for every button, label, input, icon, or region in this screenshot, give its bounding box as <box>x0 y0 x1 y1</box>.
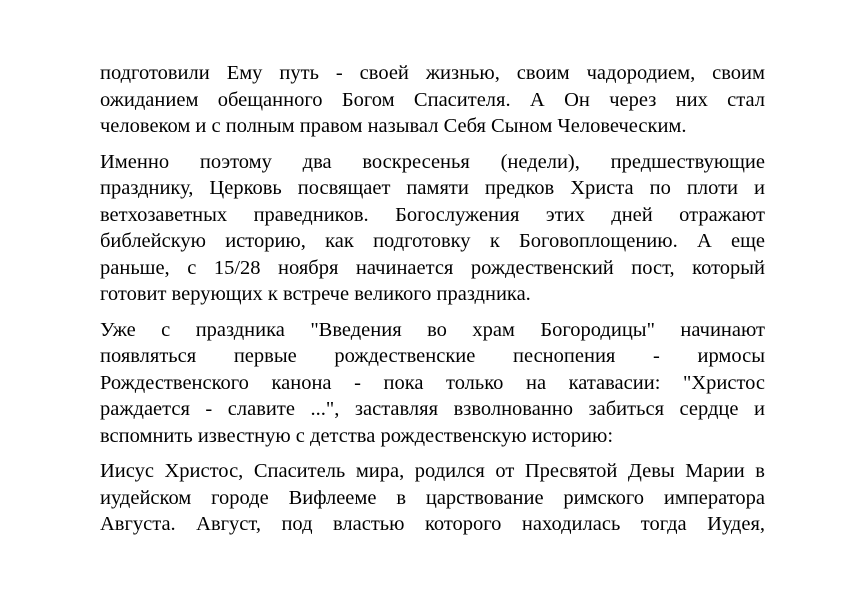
text-line: Рождественского канона - пока только на катавасии: "Христос <box>100 371 765 394</box>
text-line: иудейском городе Вифлееме в царствование римского императора <box>100 486 765 509</box>
text-line: Иисус Христос, Спаситель мира, родился от Пресвятой Девы Марии в <box>100 460 765 482</box>
text-line: ожиданием обещанного Богом Спасителя. А Он через них стал <box>100 88 765 111</box>
text-line: ветхозаветных праведников. Богослужения этих дней отражают <box>100 203 765 226</box>
text-line: вспомнить известную с детства рождественскую историю: <box>100 424 614 447</box>
text-line: раждается - славите ...", заставляя взволнованно забиться сердце и <box>100 398 765 420</box>
text-line: человеком и с полным правом называл Себя Сыном Человеческим. <box>100 115 687 137</box>
text-line: Уже с праздника "Введения во храм Богородицы" начинают <box>100 318 765 341</box>
text-line: Именно поэтому два воскресенья (недели), предшествующие <box>100 150 765 173</box>
document-body <box>100 60 765 547</box>
paragraph-2 <box>100 149 765 308</box>
paragraph-4 <box>100 458 765 538</box>
text-line: раньше, с 15/28 ноября начинается рождественский пост, который <box>100 256 765 279</box>
text-line: подготовили Ему путь - своей жизнью, своим чадородием, своим <box>100 62 765 84</box>
paragraph-1 <box>100 60 765 140</box>
text-line: празднику, Церковь посвящает памяти предков Христа по плоти и <box>100 177 765 199</box>
text-line: появляться первые рождественские песнопения - ирмосы <box>100 345 765 367</box>
paragraph-3 <box>100 317 765 450</box>
text-line: библейскую историю, как подготовку к Боговоплощению. А еще <box>100 230 765 252</box>
text-line: Августа. Август, под властью которого находилась тогда Иудея, <box>100 513 765 535</box>
text-line: готовит верующих к встрече великого праздника. <box>100 283 531 305</box>
